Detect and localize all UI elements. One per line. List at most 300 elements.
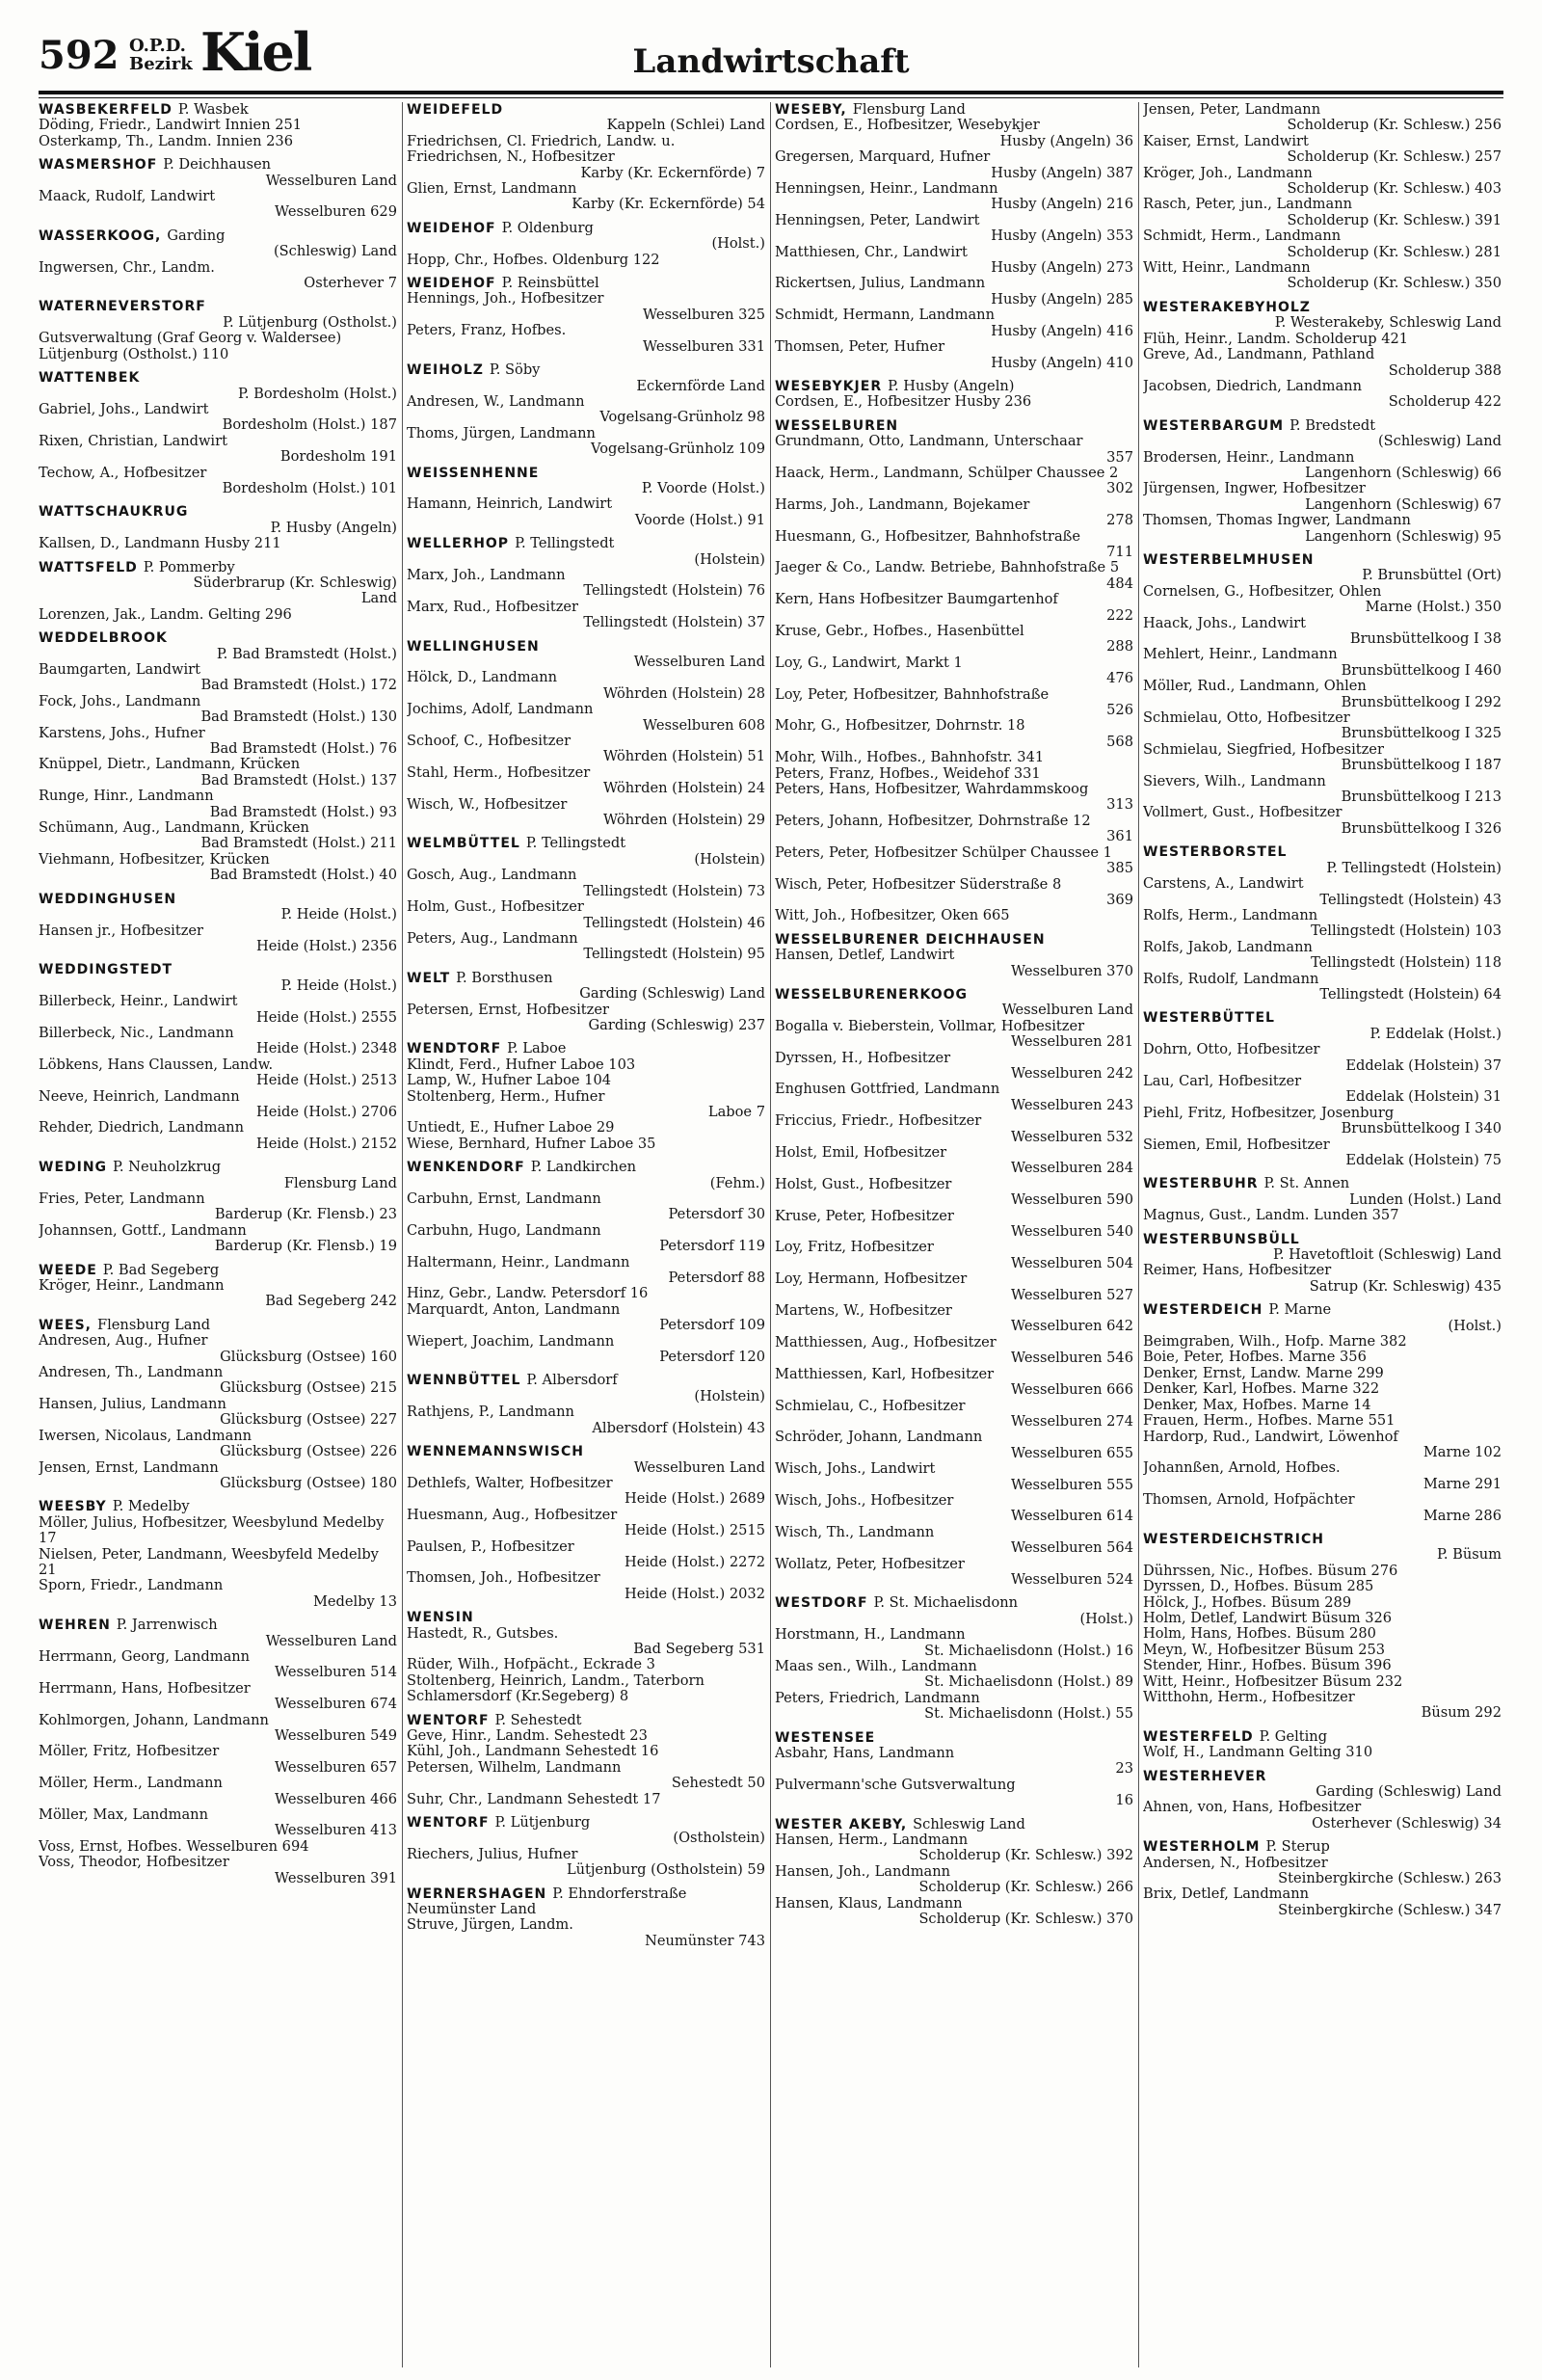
post-office: P. Lütjenburg [494,1814,591,1832]
place-section [39,299,397,362]
place-heading [1143,1769,1502,1784]
place-section [39,1160,397,1254]
place-name: WELLINGHUSEN [407,638,540,655]
place-name: WESTERHEVER [1143,1768,1267,1784]
entry-line: Wesselburen 657 [275,1758,397,1776]
entry-line: Möller, Rud., Landmann, Ohlen [1143,678,1367,695]
directory-entry [407,1847,765,1879]
entry-line: Osterhever (Schleswig) 34 [1312,1814,1502,1832]
place-section [1143,102,1502,292]
entry-line: Petersen, Ernst, Hofbesitzer [407,1001,609,1018]
directory-entry [1143,1381,1502,1397]
entry-line: Haack, Johs., Landwirt [1143,614,1306,631]
directory-entry [775,1019,1133,1051]
entry-line: Dyrssen, D., Hofbes. Büsum 285 [1143,1578,1374,1595]
directory-entry [39,575,397,607]
place-section [1143,1769,1502,1832]
entry-line: Wesselburen 564 [1011,1539,1133,1557]
directory-entry [775,1145,1133,1177]
directory-entry [1143,102,1502,134]
entry-line: Geve, Hinr., Landm. Sehestedt 23 [407,1727,648,1744]
entry-line: (Schleswig) Land [1377,433,1502,450]
place-section [775,932,1133,979]
directory-entry [39,244,397,259]
directory-entry [775,434,1133,466]
entry-line: Husby (Angeln) 273 [991,259,1133,277]
entry-line: Marne 291 [1422,1475,1502,1492]
entry-line: Scholderup (Kr. Schlesw.) 370 [918,1911,1133,1928]
post-office: Flensburg Land [852,102,966,118]
place-section [1143,418,1502,545]
entry-line: Wesselburen 391 [275,1869,397,1886]
entry-line: Glücksburg (Ostsee) 160 [220,1348,397,1365]
place-heading [39,157,397,173]
entry-line: Glücksburg (Ostsee) 226 [220,1443,397,1460]
place-name: WENTORF [407,1712,490,1728]
directory-entry [775,1430,1133,1461]
directory-entry [1143,1430,1502,1461]
place-heading [407,1713,765,1728]
post-office: P. Bad Segeberg [102,1261,220,1278]
directory-entry [407,1744,765,1759]
entry-line: Brunsbüttelkoog I 213 [1341,789,1502,806]
place-heading [407,102,765,118]
entry-line: Lunden (Holst.) Land [1349,1190,1502,1208]
place-heading [1143,418,1502,434]
entry-line: Sievers, Wilh., Landmann [1143,772,1326,789]
entry-line: Paulsen, P., Hofbesitzer [407,1538,574,1555]
entry-line: Andresen, Th., Landmann [39,1364,224,1381]
directory-entry [39,1429,397,1460]
directory-entry [1143,1413,1502,1429]
entry-line: Wesselburen 590 [1011,1191,1133,1209]
directory-entry [1143,1492,1502,1524]
entry-line: Land [360,590,397,607]
directory-entry [407,1057,765,1073]
directory-entry [775,814,1133,845]
place-name: WESTERBUHR [1143,1176,1259,1192]
entry-line: Langenhorn (Schleswig) 67 [1305,495,1502,513]
directory-entry [775,1778,1133,1809]
entry-line: Stoltenberg, Herm., Hufner [407,1087,605,1105]
post-office: P. Tellingstedt [515,535,615,552]
entry-line: Dyrssen, H., Hofbesitzer [775,1049,951,1066]
entry-line: Tellingstedt (Holstein) 118 [1311,954,1502,972]
entry-line: Neeve, Heinrich, Landmann [39,1087,240,1105]
place-heading [1143,552,1502,568]
entry-line: 278 [1106,512,1133,529]
directory-entry [407,655,765,670]
place-name: WESEBYKJER [775,378,883,394]
entry-line: Döding, Friedr., Landwirt Innien 251 [39,117,303,134]
place-name: WESTERFELD [1143,1728,1254,1745]
directory-entry [39,1191,397,1223]
place-name: WELMBÜTTEL [407,836,520,852]
directory-entry [775,560,1133,592]
entry-line: Tellingstedt (Holstein) 46 [583,914,765,931]
entry-line: Iwersen, Nicolaus, Landmann [39,1427,253,1444]
directory-entry [775,213,1133,245]
place-name: WERNERSHAGEN [407,1885,547,1902]
entry-line: Wesselburen 514 [275,1664,397,1681]
directory-entry [1143,332,1502,347]
directory-entry [39,1681,397,1713]
entry-line: Peters, Aug., Landmann [407,929,578,947]
place-heading [1143,1532,1502,1547]
directory-entry [775,1367,1133,1399]
directory-entry [1143,1674,1502,1690]
entry-line: Steinbergkirche (Schlesw.) 347 [1278,1901,1502,1918]
entry-line: Wesselburen 642 [1011,1318,1133,1335]
directory-entry [39,189,397,221]
directory-entry [1143,434,1502,449]
place-name: WEIDEHOF [407,220,496,236]
entry-line: Witt, Heinr., Hofbesitzer Büsum 232 [1143,1672,1403,1690]
post-office: P. Tellingstedt [525,835,626,852]
directory-entry [407,568,765,600]
directory-entry [39,647,397,662]
place-section [775,418,1133,924]
entry-line: 302 [1106,480,1133,497]
entry-line: Karstens, Johs., Hufner [39,724,205,741]
directory-entry [407,1476,765,1508]
directory-entry [1143,1643,1502,1658]
directory-entry [1143,1886,1502,1918]
entry-line: Rolfs, Rudolf, Landmann [1143,970,1319,987]
place-heading [39,1499,397,1514]
entry-line: Husby (Angeln) 416 [991,322,1133,339]
entry-line: Fock, Johs., Landmann [39,692,201,709]
directory-entry [407,1728,765,1744]
place-section [39,1618,397,1886]
place-name: WESSELBURENER DEICHHAUSEN [775,931,1046,948]
place-name: WATERNEVERSTORF [39,299,206,315]
entry-line: Wesselburen 524 [1011,1570,1133,1588]
entry-line: Gregersen, Marquard, Hufner [775,148,991,166]
directory-entry [407,1917,765,1949]
entry-line: Thomsen, Arnold, Hofpächter [1143,1491,1355,1509]
post-office: P. Laboe [507,1040,567,1057]
post-office: P. Sterup [1265,1838,1330,1856]
directory-entry [407,1176,765,1191]
entry-line: Loy, Hermann, Hofbesitzer [775,1270,968,1288]
entry-line: Matthiesen, Chr., Landwirt [775,243,968,260]
entry-line: Satrup (Kr. Schleswig) 435 [1309,1277,1502,1295]
entry-line: Wesselburen 466 [275,1790,397,1807]
entry-line: Tellingstedt (Holstein) 37 [583,614,765,631]
directory-entry [775,655,1133,687]
entry-line: Wesselburen 325 [643,306,765,323]
entry-line: Grundmann, Otto, Landmann, Unterschaar [775,433,1083,450]
entry-line: Voorde (Holst.) 91 [634,511,765,528]
place-heading [407,836,765,851]
entry-line: Magnus, Gust., Landm. Lunden 357 [1143,1207,1399,1224]
entry-line: Wesselburen 629 [275,203,397,221]
entry-line: Heide (Holst.) 2356 [256,937,397,954]
directory-entry [775,1627,1133,1659]
entry-line: Reimer, Hans, Hofbesitzer [1143,1262,1332,1279]
directory-entry [407,868,765,899]
entry-line: Schmidt, Hermann, Landmann [775,307,995,324]
entry-line: Thomsen, Peter, Hufner [775,338,945,356]
place-name: WESSELBUREN [775,417,899,434]
entry-line: Kröger, Heinr., Landmann [39,1277,225,1295]
entry-line: Rickertsen, Julius, Landmann [775,275,986,292]
directory-entry [775,592,1133,624]
place-heading [775,1730,1133,1746]
entry-line: Wesselburen 540 [1011,1223,1133,1241]
directory-entry [1143,1784,1502,1800]
place-section [407,836,765,962]
directory-entry [39,1713,397,1745]
directory-entry [407,1255,765,1287]
entry-line: Knüppel, Dietr., Landmann, Krücken [39,756,301,773]
place-name: WEDDELBROOK [39,630,168,647]
directory-entry [39,387,397,402]
entry-line: Husby (Angeln) 36 [999,132,1133,149]
entry-line: Kröger, Joh., Landmann [1143,164,1313,181]
place-name: WASMERSHOF [39,157,158,174]
entry-line: St. Michaelisdonn (Holst.) 55 [924,1705,1133,1723]
entry-line: Tellingstedt (Holstein) 64 [1319,985,1502,1003]
entry-line: Wesselburen 549 [275,1727,397,1744]
directory-entry [407,1389,765,1404]
entry-line: Lamp, W., Hufner Laboe 104 [407,1072,612,1089]
entry-line: Holm, Gust., Hofbesitzer [407,898,584,916]
place-heading [39,370,397,386]
directory-entry [775,339,1133,371]
directory-entry [39,174,397,189]
place-heading [407,221,765,236]
directory-entry [1143,1366,1502,1381]
entry-line: Vogelsang-Grünholz 98 [599,409,765,426]
post-office: P. Bredstedt [1289,416,1376,434]
entry-line: Schröder, Johann, Landmann [775,1429,983,1446]
entry-line: Stender, Hinr., Hofbes. Büsum 396 [1143,1657,1392,1674]
entry-line: Wesselburen 413 [275,1822,397,1839]
entry-line: Witthohn, Herm., Hofbesitzer [1143,1689,1355,1705]
entry-line: Wiepert, Joachim, Landmann [407,1332,615,1350]
entry-line: Osterkamp, Th., Landm. Innien 236 [39,132,293,149]
directory-entry [407,1191,765,1223]
entry-line: Nielsen, Peter, Landmann, Weesbyfeld Medelby 21 [39,1545,379,1578]
directory-entry [775,877,1133,909]
place-heading [1143,1176,1502,1191]
post-office: P. Marne [1268,1301,1332,1319]
entry-line: Henningsen, Heinr., Landmann [775,180,998,198]
entry-line: P. Husby (Angeln) [270,519,397,536]
directory-entry [775,1612,1133,1627]
entry-line: Brunsbüttelkoog I 340 [1341,1120,1502,1137]
entry-line: Glien, Ernst, Landmann [407,180,577,198]
entry-line: Kappeln (Schlei) Land [606,117,765,134]
directory-entry [407,1120,765,1136]
entry-line: Brix, Detlef, Landmann [1143,1885,1310,1903]
entry-line: P. Eddelak (Holst.) [1369,1025,1502,1042]
entry-line: Marquardt, Anton, Landmann [407,1300,621,1318]
place-name: WEISSENHENNE [407,465,540,481]
entry-line: Loy, G., Landwirt, Markt 1 [775,654,963,671]
place-heading [1143,1839,1502,1855]
entry-line: P. Lütjenburg (Ostholst.) [223,313,397,331]
entry-line: Andresen, W., Landmann [407,392,585,410]
entry-line: Schmielau, C., Hofbesitzer [775,1397,966,1414]
entry-line: Scholderup (Kr. Schlesw.) 281 [1287,243,1502,260]
directory-entry [775,1746,1133,1778]
directory-entry [775,1082,1133,1113]
post-office: P. Ehndorferstraße Neumünster Land [407,1885,687,1918]
entry-line: Mohr, Wilh., Hofbes., Bahnhofstr. 341 [775,749,1045,766]
directory-entry [775,1177,1133,1209]
entry-line: Scholderup (Kr. Schlesw.) 392 [918,1847,1133,1864]
entry-line: Harms, Joh., Landmann, Bojekamer [775,495,1030,513]
entry-line: Carbuhn, Ernst, Landmann [407,1190,601,1207]
directory-entry [775,466,1133,497]
entry-line: Piehl, Fritz, Hofbesitzer, Josenburg [1143,1104,1395,1121]
header-rule [39,91,1503,94]
entry-line: Scholderup (Kr. Schlesw.) 256 [1287,117,1502,134]
entry-line: Rolfs, Jakob, Landmann [1143,938,1313,955]
directory-entry [775,529,1133,561]
entry-line: Wisch, W., Hofbesitzer [407,795,568,813]
directory-entry [1143,616,1502,648]
entry-line: Flensburg Land [283,1174,397,1191]
entry-line: (Holstein) [694,550,765,568]
directory-entry [39,923,397,955]
directory-entry [1143,805,1502,837]
directory-entry [407,1089,765,1121]
directory-entry [407,552,765,568]
directory-entry [775,1209,1133,1241]
place-heading [39,228,397,244]
directory-entry [1143,1106,1502,1137]
place-heading [1143,1232,1502,1247]
place-name: WATTENBEK [39,370,141,387]
directory-entry [775,782,1133,814]
directory-entry [775,1493,1133,1525]
place-section [407,1373,765,1436]
post-office: P. Oldenburg [501,219,594,236]
directory-entry [1143,568,1502,583]
entry-line: Wesselburen 274 [1011,1412,1133,1430]
directory-entry [1143,347,1502,379]
entry-line: Wesselburen 674 [275,1696,397,1713]
entry-line: Lorenzen, Jak., Landm. Gelting 296 [39,605,292,623]
entry-line: Friedrichsen, Cl. Friedrich, Landw. u. Friedrichsen, N., Hofbesitzer [407,132,676,166]
place-heading [39,299,397,314]
page-number: 592 [39,33,120,78]
place-name: WEIDEHOF [407,276,496,292]
place-section [39,370,397,496]
entry-line: Marx, Rud., Hofbesitzer [407,598,578,615]
entry-line: Wolf, H., Landmann Gelting 310 [1143,1744,1373,1761]
place-heading [407,466,765,481]
post-office: Garding [167,227,226,244]
place-name: WEDING [39,1160,108,1176]
place-section [407,971,765,1034]
place-name: WEDDINGSTEDT [39,962,173,978]
entry-line: 484 [1106,575,1133,592]
entry-line: Hinz, Gebr., Landw. Petersdorf 16 [407,1285,649,1302]
entry-line: Ingwersen, Chr., Landm. [39,258,215,276]
entry-line: Beimgraben, Wilh., Hofp. Marne 382 [1143,1333,1407,1350]
place-name: WASBEKERFELD [39,102,173,118]
entry-line: P. Heide (Holst.) [280,976,397,994]
entry-line: 16 [1115,1792,1133,1809]
directory-entry [775,624,1133,655]
entry-line: Hansen, Klaus, Landmann [775,1894,963,1912]
directory-entry [775,845,1133,877]
directory-entry [1143,134,1502,166]
entry-line: Johannßen, Arnold, Hofbes. [1143,1459,1341,1477]
entry-line: Billerbeck, Heinr., Landwirt [39,993,238,1010]
place-section [775,1817,1133,1928]
place-name: WESTERBORSTEL [1143,844,1288,861]
directory-entry [775,1051,1133,1083]
place-name: WENTORF [407,1815,490,1832]
entry-line: Meyn, W., Hofbesitzer Büsum 253 [1143,1641,1386,1658]
entry-line: Bordesholm (Holst.) 187 [222,416,397,434]
entry-line: Bad Segeberg 531 [633,1640,765,1657]
entry-line: Kruse, Peter, Hofbesitzer [775,1207,954,1224]
place-section [1143,1532,1502,1722]
place-section [1143,552,1502,837]
entry-line: Bogalla v. Bieberstein, Vollmar, Hofbesitzer [775,1017,1085,1034]
directory-entry [775,1557,1133,1589]
place-section [39,630,397,884]
post-office: P. Jarrenwisch [116,1617,218,1634]
entry-line: Brunsbüttelkoog I 460 [1341,661,1502,679]
entry-line: Matthiessen, Aug., Hofbesitzer [775,1333,997,1350]
entry-line: Scholderup (Kr. Schlesw.) 403 [1287,180,1502,198]
directory-entry [775,1240,1133,1271]
directory-entry [775,1691,1133,1723]
place-name: WESEBY, [775,102,847,118]
directory-entry [775,149,1133,181]
directory-entry [39,607,397,623]
directory-entry [775,1003,1133,1018]
directory-entry [1143,1398,1502,1413]
entry-line: Brunsbüttelkoog I 325 [1341,725,1502,742]
place-heading [775,987,1133,1003]
entry-line: Cordsen, E., Hofbesitzer, Wesebykjer [775,117,1040,134]
place-section [39,962,397,1152]
place-name: WESTERBÜTTEL [1143,1010,1275,1027]
directory-entry [39,536,397,551]
entry-line: Husby (Angeln) 387 [991,164,1133,181]
entry-line: Hansen, Herm., Landmann [775,1832,969,1849]
entry-line: Neumünster 743 [645,1932,765,1949]
place-section [407,1160,765,1365]
place-name: WELT [407,970,451,986]
entry-line: Marne (Holst.) 350 [1365,599,1502,616]
directory-entry [1143,1042,1502,1074]
entry-line: Peters, Franz, Hofbes., Weidehof 331 [775,764,1041,782]
directory-entry [407,1657,765,1672]
directory-entry [39,789,397,820]
directory-entry [39,1120,397,1152]
entry-line: Enghusen Gottfried, Landmann [775,1081,1000,1098]
directory-entry [39,1649,397,1681]
directory-entry [1143,710,1502,742]
entry-line: (Holstein) [694,850,765,868]
entry-line: Dethlefs, Walter, Hofbesitzer [407,1474,613,1491]
directory-entry [1143,1334,1502,1350]
directory-entry [39,434,397,466]
column-separator [770,102,771,2367]
entry-line: 568 [1106,733,1133,750]
directory-entry [39,852,397,884]
